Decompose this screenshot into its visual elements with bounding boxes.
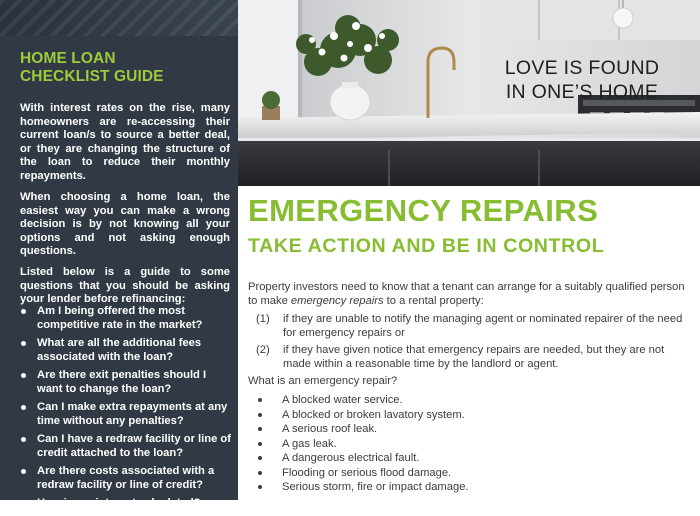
checklist-item: [20, 433, 234, 460]
kitchen-photo: [238, 0, 700, 186]
checklist-item-text: Are there exit penalties should I want to change the loan?: [37, 369, 207, 395]
emergency-repairs-list: [256, 393, 688, 495]
repair-item-text: Flooding or serious flood damage.: [282, 466, 452, 479]
checklist-item: [20, 497, 234, 511]
sidebar-title: [20, 50, 220, 86]
repair-item-text: A blocked water service.: [282, 394, 403, 406]
intro-emphasis: emergency repairs: [290, 294, 384, 307]
intro-text-end: to a rental property:: [383, 294, 484, 307]
sidebar-paragraph-1: With interest rates on the rise, many homeowners are re-accessing their current loan/s to source a better deal, or they are changing the structure of the loan to reduce their monthly repayments.: [20, 102, 230, 182]
condition-number: (2): [256, 344, 270, 356]
bullet-icon: [21, 309, 26, 314]
checklist-item: [20, 401, 234, 428]
bullet-icon: [258, 485, 262, 489]
article-intro: [248, 281, 688, 308]
sidebar-title-line1: HOME LOAN: [20, 50, 116, 67]
repair-question: What is an emergency repair?: [248, 375, 398, 387]
bullet-icon: [258, 413, 262, 417]
bullet-icon: [258, 471, 262, 475]
repair-item-text: A dangerous electrical fault.: [282, 452, 420, 464]
bullet-icon: [21, 405, 26, 410]
intro-text-start: Property investors need to know that a tenant can arrange for a suitably qualified person to make: [248, 281, 685, 307]
checklist-item-text: Am I being offered the most competitive rate in the market?: [37, 305, 203, 331]
condition-number: (1): [256, 313, 270, 325]
repair-item-text: A blocked or broken lavatory system.: [282, 408, 465, 421]
repair-item: [256, 466, 688, 481]
sidebar-paragraph-2: When choosing a home loan, the easiest way you can make a wrong decision is by not knowing all your options and not asking enough questions.: [20, 191, 230, 257]
bullet-icon: [21, 373, 26, 378]
checklist-item-text: Can I make extra repayments at any time without any penalties?: [37, 401, 228, 427]
checklist-item: [20, 305, 234, 332]
checklist-item-text: Can I have a redraw facility or line of credit attached to the loan?: [37, 433, 231, 459]
article-subtitle: TAKE ACTION AND BE IN CONTROL: [248, 235, 605, 257]
checklist-item: [20, 337, 234, 364]
bullet-icon: [21, 437, 26, 442]
sidebar-paragraph-3: Listed below is a guide to some questions that you should be asking your lender before refinancing:: [20, 266, 230, 305]
checklist-item: [20, 465, 234, 492]
bullet-icon: [258, 456, 262, 460]
bullet-icon: [21, 341, 26, 346]
sidebar-header-pattern: [0, 0, 238, 36]
article-title: EMERGENCY REPAIRS: [248, 193, 599, 228]
condition-text: if they have given notice that emergency repairs are needed, but they are not made within a reasonable time by the landlord or agent.: [283, 344, 665, 370]
repair-item: [256, 393, 688, 408]
hero-caption-line1: LOVE IS FOUND: [504, 57, 660, 79]
bullet-icon: [21, 501, 26, 506]
checklist-item-text: Are there costs associated with a redraw facility or line of credit?: [37, 465, 215, 491]
bullet-icon: [258, 427, 262, 431]
checklist-item-text: How is my interest calculated?: [37, 497, 201, 509]
checklist-item-text: What are all the additional fees associated with the loan?: [37, 337, 202, 363]
sidebar-panel: [0, 0, 238, 509]
hero-caption: [482, 56, 682, 104]
repair-item-text: A serious roof leak.: [282, 423, 378, 435]
hero-caption-line2: IN ONE’S HOME: [505, 81, 659, 103]
repair-item: [256, 437, 688, 452]
repair-item-text: A gas leak.: [282, 437, 337, 450]
repair-item: [256, 451, 688, 466]
checklist-item: [20, 369, 234, 396]
sidebar-title-line2: CHECKLIST GUIDE: [20, 68, 164, 85]
bullet-icon: [258, 442, 262, 446]
bullet-icon: [258, 398, 262, 402]
repair-item-text: Serious storm, fire or impact damage.: [282, 481, 469, 493]
repair-item: [256, 408, 688, 423]
repair-item: [256, 422, 688, 437]
repair-item: [256, 480, 688, 495]
bullet-icon: [21, 469, 26, 474]
question-checklist: [20, 305, 234, 516]
condition-text: if they are unable to notify the managing agent or nominated repairer of the need for emergency repairs or: [283, 313, 683, 339]
